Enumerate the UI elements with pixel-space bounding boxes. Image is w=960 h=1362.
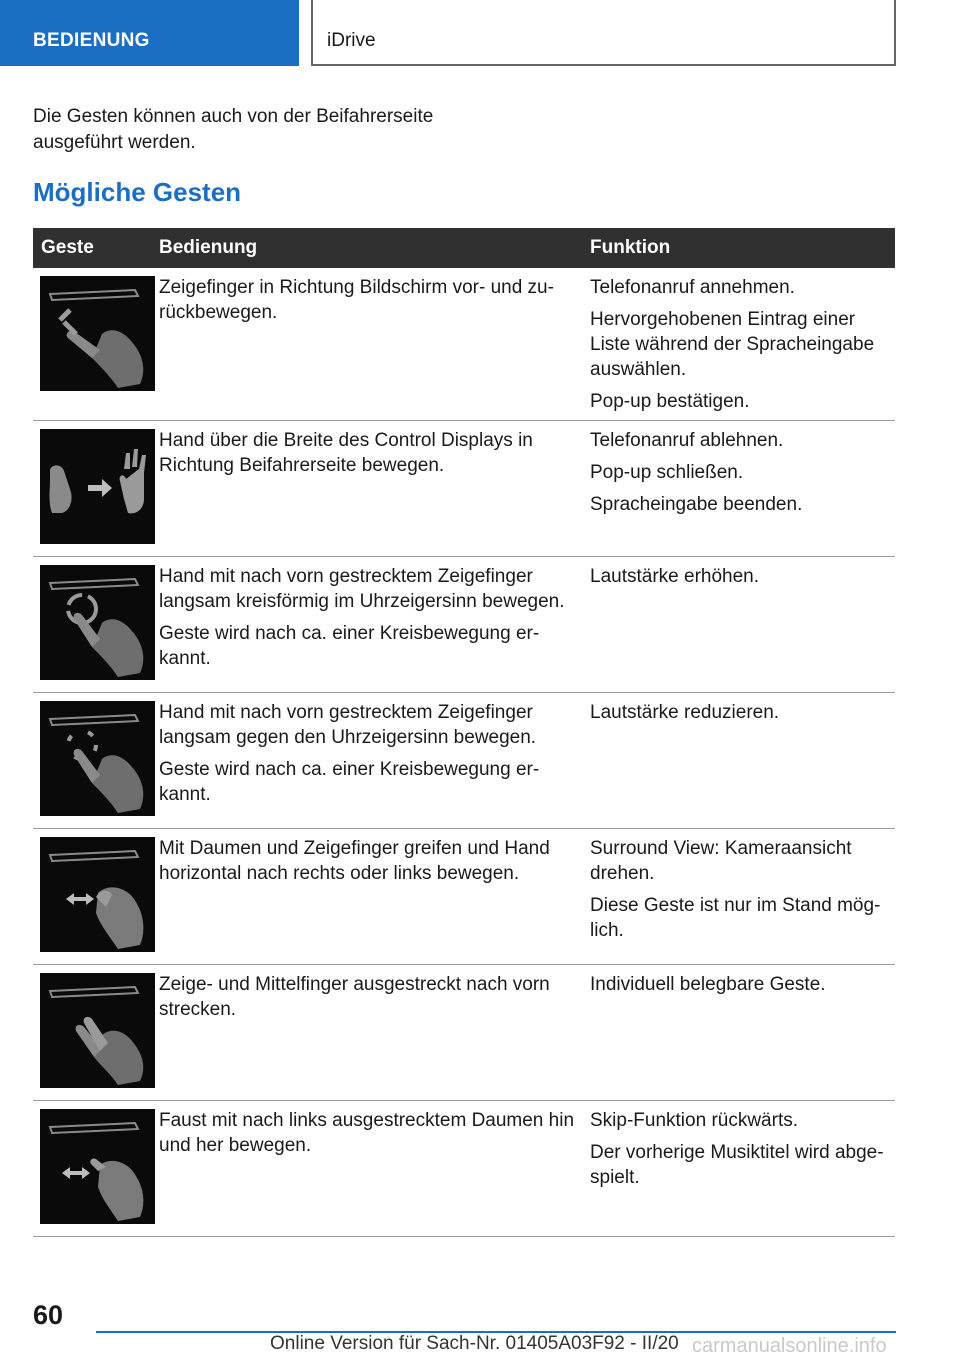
gesture-two-fingers-icon [40,973,155,1088]
bedienung-cell [156,268,589,420]
funktion-text: Individuell belegbare Geste. [590,974,826,995]
header-geste: Geste [41,237,94,258]
bedienung-cell [156,693,589,828]
table-row [33,829,895,965]
footer-text: Online Version für Sach-Nr. 01405A03F92 - II/20 [270,1333,679,1354]
bedienung-cell [156,421,589,556]
funktion-text: Surround View: Kameraansicht drehen. [590,838,852,884]
bedienung-cell [156,965,589,1100]
bedienung-text: Zeige- und Mittelfinger ausgestreckt nach vorn strecken. [159,974,550,1020]
funktion-text: Telefonanruf annehmen. [590,277,795,298]
funktion-text: Pop-up schließen. [590,462,744,483]
funktion-cell [589,557,895,692]
header-bedienung: Bedienung [159,237,258,258]
gesture-cell [33,421,156,556]
gesture-point-push-icon [40,276,155,391]
bedienung-cell [156,829,589,964]
gesture-cell [33,693,156,828]
table-row [33,965,895,1101]
funktion-text: Spracheingabe beenden. [590,494,803,515]
table-row [33,693,895,829]
funktion-cell [589,421,895,556]
bedienung-text: Hand mit nach vorn gestrecktem Zeigefinger langsam gegen den Uhrzeigersinn bewegen. [159,702,537,748]
bedienung-text: Geste wird nach ca. einer Kreisbewegung erkannt. [159,623,540,669]
bedienung-text: Zeigefinger in Richtung Bildschirm vor- und zurückbewegen. [159,277,554,323]
table-header [33,228,895,268]
funktion-text: Skip-Funktion rückwärts. [590,1110,799,1131]
bedienung-cell [156,557,589,692]
table-row [33,1101,895,1237]
table-row [33,421,895,557]
gesture-cell [33,829,156,964]
funktion-cell [589,268,895,420]
bedienung-text: Faust mit nach links ausgestrecktem Daumen hin und her bewegen. [159,1110,575,1156]
bedienung-text: Hand über die Breite des Control Displays in Richtung Beifahrerseite bewegen. [159,430,533,476]
gesture-swipe-hand-icon [40,429,155,544]
gesture-grab-move-icon [40,837,155,952]
bedienung-text: Geste wird nach ca. einer Kreisbewegung erkannt. [159,759,540,805]
watermark: carmanualsonline.info [692,1335,887,1357]
gesture-circle-counterclockwise-icon [40,701,155,816]
funktion-text: Der vorherige Musiktitel wird abgespielt. [590,1142,884,1188]
intro-text: Die Gesten können auch von der Beifahrerseite ausgeführt werden. [33,106,434,153]
header-section-tab: BEDIENUNG [0,0,299,66]
gesture-cell [33,268,156,420]
gesture-cell [33,1101,156,1236]
header-funktion: Funktion [590,237,671,258]
gesture-circle-clockwise-icon [40,565,155,680]
header-chapter-tab: iDrive [311,0,896,66]
funktion-cell [589,965,895,1100]
funktion-text: Diese Geste ist nur im Stand möglich. [590,895,881,941]
section-title: Mögliche Gesten [33,177,242,207]
funktion-cell [589,1101,895,1236]
gesture-cell [33,965,156,1100]
table-row [33,557,895,693]
bedienung-cell [156,1101,589,1236]
funktion-cell [589,829,895,964]
gesture-table [33,228,895,1237]
funktion-text: Pop-up bestätigen. [590,391,750,412]
funktion-cell [589,693,895,828]
bedienung-text: Hand mit nach vorn gestrecktem Zeigefinger langsam kreisförmig im Uhrzeigersinn bewegen. [159,566,565,612]
funktion-text: Telefonanruf ablehnen. [590,430,784,451]
gesture-cell [33,557,156,692]
page-number: 60 [33,1300,64,1330]
bedienung-text: Mit Daumen und Zeigefinger greifen und Hand horizontal nach rechts oder links bewegen. [159,838,550,884]
funktion-text: Lautstärke erhöhen. [590,566,760,587]
funktion-text: Hervorgehobenen Eintrag einer Liste während der Spracheingabe auswählen. [590,309,875,380]
gesture-thumb-swipe-icon [40,1109,155,1224]
funktion-text: Lautstärke reduzieren. [590,702,780,723]
table-row [33,268,895,421]
